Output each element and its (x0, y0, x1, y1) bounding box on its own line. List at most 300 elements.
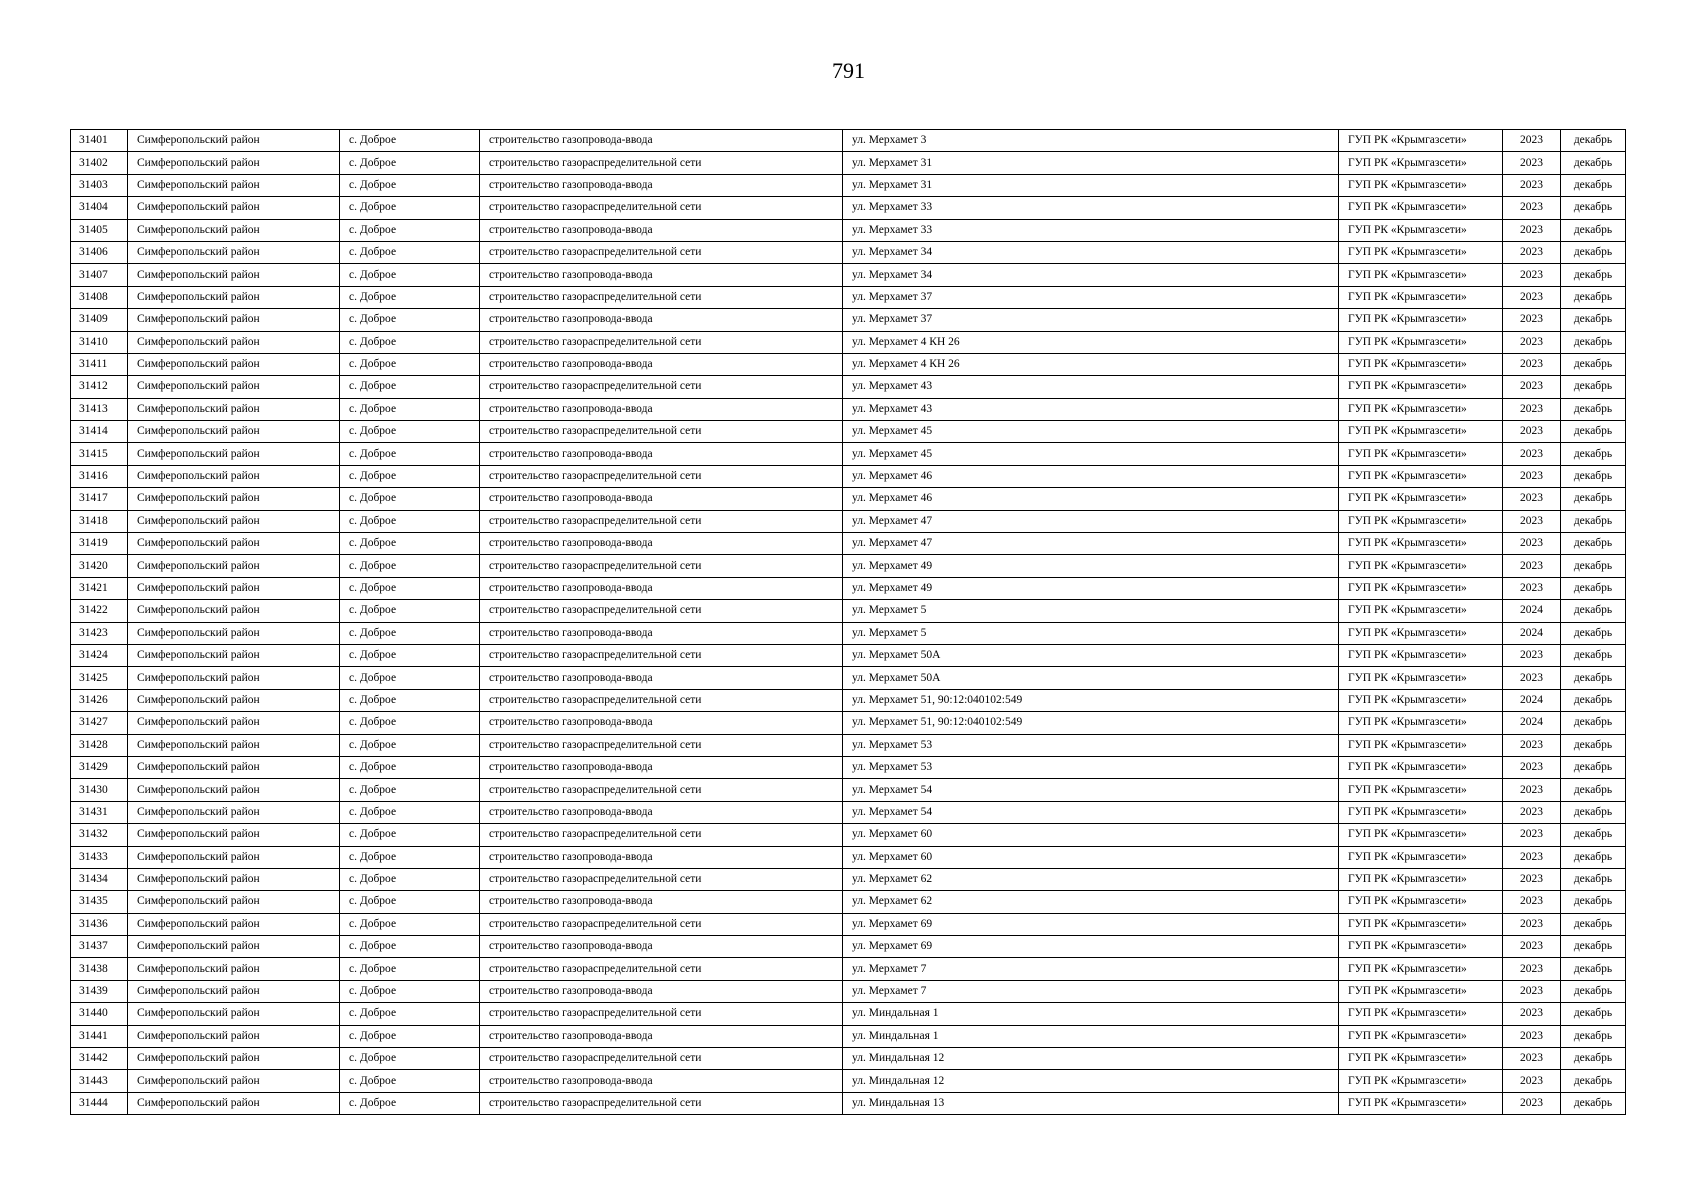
cell-address: ул. Мерхамет 34 (843, 241, 1339, 263)
cell-work-type: строительство газопровода-ввода (480, 1025, 843, 1047)
table-row (71, 622, 1626, 644)
table-row (71, 577, 1626, 599)
cell-address: ул. Мерхамет 7 (843, 958, 1339, 980)
cell-district: Симферопольский район (128, 421, 340, 443)
cell-month: декабрь (1561, 644, 1626, 666)
cell-settlement: с. Доброе (340, 465, 480, 487)
cell-district: Симферопольский район (128, 868, 340, 890)
cell-work-type: строительство газопровода-ввода (480, 891, 843, 913)
cell-organization: ГУП РК «Крымгазсети» (1339, 667, 1503, 689)
cell-year: 2023 (1503, 174, 1561, 196)
cell-address: ул. Мерхамет 49 (843, 555, 1339, 577)
cell-work-type: строительство газопровода-ввода (480, 756, 843, 778)
cell-organization: ГУП РК «Крымгазсети» (1339, 197, 1503, 219)
cell-month: декабрь (1561, 1070, 1626, 1092)
cell-settlement: с. Доброе (340, 555, 480, 577)
cell-row-number: 31413 (71, 398, 128, 420)
cell-address: ул. Мерхамет 33 (843, 197, 1339, 219)
cell-address: ул. Мерхамет 47 (843, 510, 1339, 532)
cell-organization: ГУП РК «Крымгазсети» (1339, 353, 1503, 375)
cell-organization: ГУП РК «Крымгазсети» (1339, 376, 1503, 398)
cell-year: 2023 (1503, 1070, 1561, 1092)
cell-district: Симферопольский район (128, 824, 340, 846)
cell-address: ул. Миндальная 12 (843, 1070, 1339, 1092)
cell-organization: ГУП РК «Крымгазсети» (1339, 1003, 1503, 1025)
registry-body (71, 130, 1626, 1115)
cell-district: Симферопольский район (128, 756, 340, 778)
cell-address: ул. Мерхамет 51, 90:12:040102:549 (843, 689, 1339, 711)
cell-district: Симферопольский район (128, 465, 340, 487)
cell-organization: ГУП РК «Крымгазсети» (1339, 644, 1503, 666)
cell-settlement: с. Доброе (340, 376, 480, 398)
cell-address: ул. Мерхамет 47 (843, 533, 1339, 555)
cell-work-type: строительство газораспределительной сети (480, 1003, 843, 1025)
cell-year: 2023 (1503, 510, 1561, 532)
cell-address: ул. Мерхамет 45 (843, 443, 1339, 465)
cell-work-type: строительство газораспределительной сети (480, 958, 843, 980)
cell-work-type: строительство газопровода-ввода (480, 801, 843, 823)
cell-month: декабрь (1561, 510, 1626, 532)
cell-month: декабрь (1561, 555, 1626, 577)
table-row (71, 936, 1626, 958)
cell-district: Симферопольский район (128, 622, 340, 644)
cell-work-type: строительство газораспределительной сети (480, 510, 843, 532)
cell-row-number: 31434 (71, 868, 128, 890)
cell-row-number: 31407 (71, 264, 128, 286)
cell-settlement: с. Доброе (340, 600, 480, 622)
cell-organization: ГУП РК «Крымгазсети» (1339, 331, 1503, 353)
table-row (71, 331, 1626, 353)
cell-address: ул. Мерхамет 60 (843, 824, 1339, 846)
cell-row-number: 31406 (71, 241, 128, 263)
cell-organization: ГУП РК «Крымгазсети» (1339, 779, 1503, 801)
cell-address: ул. Мерхамет 62 (843, 868, 1339, 890)
cell-year: 2023 (1503, 756, 1561, 778)
cell-work-type: строительство газопровода-ввода (480, 846, 843, 868)
cell-district: Симферопольский район (128, 846, 340, 868)
cell-organization: ГУП РК «Крымгазсети» (1339, 488, 1503, 510)
cell-district: Симферопольский район (128, 510, 340, 532)
cell-settlement: с. Доброе (340, 980, 480, 1002)
cell-row-number: 31441 (71, 1025, 128, 1047)
cell-settlement: с. Доброе (340, 779, 480, 801)
cell-address: ул. Миндальная 1 (843, 1003, 1339, 1025)
cell-district: Симферопольский район (128, 891, 340, 913)
cell-work-type: строительство газораспределительной сети (480, 1048, 843, 1070)
cell-organization: ГУП РК «Крымгазсети» (1339, 756, 1503, 778)
cell-settlement: с. Доброе (340, 824, 480, 846)
cell-year: 2023 (1503, 1092, 1561, 1114)
cell-year: 2023 (1503, 936, 1561, 958)
table-row (71, 398, 1626, 420)
cell-address: ул. Мерхамет 43 (843, 398, 1339, 420)
table-row (71, 376, 1626, 398)
cell-row-number: 31405 (71, 219, 128, 241)
cell-work-type: строительство газопровода-ввода (480, 353, 843, 375)
cell-row-number: 31444 (71, 1092, 128, 1114)
cell-organization: ГУП РК «Крымгазсети» (1339, 286, 1503, 308)
cell-work-type: строительство газораспределительной сети (480, 331, 843, 353)
cell-district: Симферопольский район (128, 152, 340, 174)
cell-district: Симферопольский район (128, 331, 340, 353)
cell-organization: ГУП РК «Крымгазсети» (1339, 980, 1503, 1002)
cell-address: ул. Мерхамет 37 (843, 309, 1339, 331)
cell-year: 2023 (1503, 331, 1561, 353)
cell-work-type: строительство газораспределительной сети (480, 421, 843, 443)
cell-settlement: с. Доброе (340, 577, 480, 599)
cell-row-number: 31404 (71, 197, 128, 219)
cell-address: ул. Мерхамет 53 (843, 756, 1339, 778)
cell-year: 2023 (1503, 241, 1561, 263)
cell-work-type: строительство газораспределительной сети (480, 197, 843, 219)
cell-organization: ГУП РК «Крымгазсети» (1339, 801, 1503, 823)
cell-district: Симферопольский район (128, 376, 340, 398)
cell-year: 2023 (1503, 577, 1561, 599)
cell-year: 2023 (1503, 219, 1561, 241)
cell-address: ул. Мерхамет 43 (843, 376, 1339, 398)
cell-work-type: строительство газораспределительной сети (480, 286, 843, 308)
cell-row-number: 31420 (71, 555, 128, 577)
cell-organization: ГУП РК «Крымгазсети» (1339, 913, 1503, 935)
cell-year: 2023 (1503, 555, 1561, 577)
cell-row-number: 31425 (71, 667, 128, 689)
cell-district: Симферопольский район (128, 1092, 340, 1114)
cell-district: Симферопольский район (128, 801, 340, 823)
cell-row-number: 31429 (71, 756, 128, 778)
cell-year: 2023 (1503, 197, 1561, 219)
cell-year: 2023 (1503, 913, 1561, 935)
table-row (71, 197, 1626, 219)
cell-work-type: строительство газопровода-ввода (480, 533, 843, 555)
table-row (71, 130, 1626, 152)
cell-settlement: с. Доброе (340, 756, 480, 778)
cell-row-number: 31403 (71, 174, 128, 196)
cell-settlement: с. Доброе (340, 219, 480, 241)
cell-organization: ГУП РК «Крымгазсети» (1339, 622, 1503, 644)
cell-settlement: с. Доброе (340, 622, 480, 644)
cell-work-type: строительство газопровода-ввода (480, 936, 843, 958)
cell-settlement: с. Доброе (340, 1092, 480, 1114)
cell-district: Симферопольский район (128, 734, 340, 756)
cell-organization: ГУП РК «Крымгазсети» (1339, 465, 1503, 487)
cell-work-type: строительство газопровода-ввода (480, 219, 843, 241)
cell-district: Симферопольский район (128, 1048, 340, 1070)
cell-row-number: 31416 (71, 465, 128, 487)
table-row (71, 309, 1626, 331)
cell-year: 2023 (1503, 264, 1561, 286)
cell-work-type: строительство газопровода-ввода (480, 622, 843, 644)
cell-address: ул. Мерхамет 51, 90:12:040102:549 (843, 712, 1339, 734)
cell-work-type: строительство газопровода-ввода (480, 130, 843, 152)
cell-work-type: строительство газопровода-ввода (480, 667, 843, 689)
cell-year: 2023 (1503, 152, 1561, 174)
cell-settlement: с. Доброе (340, 1003, 480, 1025)
cell-settlement: с. Доброе (340, 264, 480, 286)
cell-year: 2023 (1503, 1048, 1561, 1070)
cell-organization: ГУП РК «Крымгазсети» (1339, 174, 1503, 196)
cell-row-number: 31410 (71, 331, 128, 353)
cell-settlement: с. Доброе (340, 958, 480, 980)
table-row (71, 219, 1626, 241)
cell-row-number: 31440 (71, 1003, 128, 1025)
cell-year: 2023 (1503, 286, 1561, 308)
cell-month: декабрь (1561, 913, 1626, 935)
cell-month: декабрь (1561, 421, 1626, 443)
cell-month: декабрь (1561, 1092, 1626, 1114)
cell-row-number: 31432 (71, 824, 128, 846)
cell-work-type: строительство газопровода-ввода (480, 398, 843, 420)
cell-address: ул. Мерхамет 37 (843, 286, 1339, 308)
table-row (71, 488, 1626, 510)
cell-address: ул. Мерхамет 31 (843, 174, 1339, 196)
cell-year: 2023 (1503, 846, 1561, 868)
cell-work-type: строительство газопровода-ввода (480, 174, 843, 196)
cell-organization: ГУП РК «Крымгазсети» (1339, 421, 1503, 443)
cell-month: декабрь (1561, 891, 1626, 913)
cell-district: Симферопольский район (128, 309, 340, 331)
cell-organization: ГУП РК «Крымгазсети» (1339, 824, 1503, 846)
table-row (71, 824, 1626, 846)
cell-row-number: 31401 (71, 130, 128, 152)
cell-row-number: 31409 (71, 309, 128, 331)
cell-organization: ГУП РК «Крымгазсети» (1339, 264, 1503, 286)
cell-address: ул. Мерхамет 49 (843, 577, 1339, 599)
cell-work-type: строительство газопровода-ввода (480, 1070, 843, 1092)
cell-month: декабрь (1561, 779, 1626, 801)
cell-address: ул. Мерхамет 45 (843, 421, 1339, 443)
cell-year: 2023 (1503, 958, 1561, 980)
cell-month: декабрь (1561, 801, 1626, 823)
table-row (71, 1070, 1626, 1092)
cell-row-number: 31431 (71, 801, 128, 823)
cell-settlement: с. Доброе (340, 152, 480, 174)
table-row (71, 1025, 1626, 1047)
cell-row-number: 31411 (71, 353, 128, 375)
cell-work-type: строительство газораспределительной сети (480, 689, 843, 711)
cell-month: декабрь (1561, 1048, 1626, 1070)
cell-work-type: строительство газораспределительной сети (480, 152, 843, 174)
cell-work-type: строительство газопровода-ввода (480, 309, 843, 331)
table-row (71, 667, 1626, 689)
cell-work-type: строительство газораспределительной сети (480, 376, 843, 398)
cell-month: декабрь (1561, 712, 1626, 734)
cell-row-number: 31422 (71, 600, 128, 622)
registry-table (70, 129, 1626, 1115)
cell-row-number: 31417 (71, 488, 128, 510)
cell-work-type: строительство газораспределительной сети (480, 824, 843, 846)
cell-work-type: строительство газораспределительной сети (480, 644, 843, 666)
cell-address: ул. Мерхамет 7 (843, 980, 1339, 1002)
cell-district: Симферопольский район (128, 1003, 340, 1025)
cell-address: ул. Мерхамет 60 (843, 846, 1339, 868)
cell-work-type: строительство газораспределительной сети (480, 1092, 843, 1114)
cell-settlement: с. Доброе (340, 1070, 480, 1092)
cell-organization: ГУП РК «Крымгазсети» (1339, 846, 1503, 868)
cell-row-number: 31421 (71, 577, 128, 599)
cell-month: декабрь (1561, 331, 1626, 353)
cell-work-type: строительство газопровода-ввода (480, 443, 843, 465)
cell-settlement: с. Доброе (340, 644, 480, 666)
cell-address: ул. Мерхамет 69 (843, 913, 1339, 935)
cell-month: декабрь (1561, 1025, 1626, 1047)
cell-organization: ГУП РК «Крымгазсети» (1339, 510, 1503, 532)
cell-organization: ГУП РК «Крымгазсети» (1339, 398, 1503, 420)
table-row (71, 465, 1626, 487)
cell-year: 2023 (1503, 465, 1561, 487)
cell-address: ул. Мерхамет 31 (843, 152, 1339, 174)
cell-year: 2023 (1503, 779, 1561, 801)
cell-month: декабрь (1561, 734, 1626, 756)
cell-address: ул. Мерхамет 5 (843, 622, 1339, 644)
table-row (71, 846, 1626, 868)
cell-organization: ГУП РК «Крымгазсети» (1339, 533, 1503, 555)
cell-row-number: 31423 (71, 622, 128, 644)
cell-district: Симферопольский район (128, 1070, 340, 1092)
cell-organization: ГУП РК «Крымгазсети» (1339, 130, 1503, 152)
cell-month: декабрь (1561, 465, 1626, 487)
table-row (71, 689, 1626, 711)
cell-settlement: с. Доброе (340, 936, 480, 958)
cell-address: ул. Мерхамет 53 (843, 734, 1339, 756)
cell-month: декабрь (1561, 376, 1626, 398)
cell-district: Симферопольский район (128, 712, 340, 734)
cell-month: декабрь (1561, 577, 1626, 599)
cell-district: Симферопольский район (128, 779, 340, 801)
table-row (71, 756, 1626, 778)
cell-settlement: с. Доброе (340, 353, 480, 375)
cell-month: декабрь (1561, 353, 1626, 375)
cell-settlement: с. Доброе (340, 241, 480, 263)
cell-row-number: 31418 (71, 510, 128, 532)
table-row (71, 286, 1626, 308)
table-row (71, 510, 1626, 532)
cell-row-number: 31427 (71, 712, 128, 734)
cell-row-number: 31428 (71, 734, 128, 756)
table-row (71, 353, 1626, 375)
cell-month: декабрь (1561, 667, 1626, 689)
cell-month: декабрь (1561, 622, 1626, 644)
table-row (71, 913, 1626, 935)
cell-organization: ГУП РК «Крымгазсети» (1339, 868, 1503, 890)
cell-address: ул. Мерхамет 54 (843, 779, 1339, 801)
cell-work-type: строительство газопровода-ввода (480, 264, 843, 286)
cell-district: Симферопольский район (128, 241, 340, 263)
cell-address: ул. Миндальная 13 (843, 1092, 1339, 1114)
cell-settlement: с. Доброе (340, 891, 480, 913)
table-row (71, 174, 1626, 196)
cell-work-type: строительство газораспределительной сети (480, 868, 843, 890)
cell-organization: ГУП РК «Крымгазсети» (1339, 1070, 1503, 1092)
table-row (71, 152, 1626, 174)
cell-organization: ГУП РК «Крымгазсети» (1339, 936, 1503, 958)
table-row (71, 712, 1626, 734)
cell-month: декабрь (1561, 219, 1626, 241)
cell-address: ул. Мерхамет 50А (843, 644, 1339, 666)
cell-settlement: с. Доброе (340, 130, 480, 152)
cell-month: декабрь (1561, 846, 1626, 868)
cell-settlement: с. Доброе (340, 1025, 480, 1047)
cell-work-type: строительство газораспределительной сети (480, 465, 843, 487)
cell-year: 2023 (1503, 734, 1561, 756)
cell-work-type: строительство газопровода-ввода (480, 488, 843, 510)
cell-work-type: строительство газопровода-ввода (480, 712, 843, 734)
cell-row-number: 31402 (71, 152, 128, 174)
cell-row-number: 31433 (71, 846, 128, 868)
cell-address: ул. Мерхамет 34 (843, 264, 1339, 286)
cell-year: 2023 (1503, 130, 1561, 152)
cell-district: Симферопольский район (128, 286, 340, 308)
table-row (71, 980, 1626, 1002)
cell-month: декабрь (1561, 689, 1626, 711)
cell-district: Симферопольский район (128, 264, 340, 286)
cell-settlement: с. Доброе (340, 443, 480, 465)
cell-row-number: 31435 (71, 891, 128, 913)
cell-month: декабрь (1561, 197, 1626, 219)
cell-organization: ГУП РК «Крымгазсети» (1339, 689, 1503, 711)
cell-month: декабрь (1561, 309, 1626, 331)
table-row (71, 801, 1626, 823)
table-row (71, 1003, 1626, 1025)
cell-month: декабрь (1561, 533, 1626, 555)
cell-year: 2023 (1503, 488, 1561, 510)
cell-work-type: строительство газопровода-ввода (480, 980, 843, 1002)
cell-settlement: с. Доброе (340, 734, 480, 756)
cell-organization: ГУП РК «Крымгазсети» (1339, 1048, 1503, 1070)
cell-year: 2023 (1503, 1003, 1561, 1025)
table-row (71, 533, 1626, 555)
cell-settlement: с. Доброе (340, 510, 480, 532)
cell-organization: ГУП РК «Крымгазсети» (1339, 891, 1503, 913)
cell-month: декабрь (1561, 174, 1626, 196)
cell-work-type: строительство газораспределительной сети (480, 241, 843, 263)
cell-district: Симферопольский район (128, 936, 340, 958)
cell-work-type: строительство газораспределительной сети (480, 779, 843, 801)
cell-organization: ГУП РК «Крымгазсети» (1339, 1092, 1503, 1114)
cell-district: Симферопольский район (128, 219, 340, 241)
cell-month: декабрь (1561, 756, 1626, 778)
cell-settlement: с. Доброе (340, 1048, 480, 1070)
cell-district: Симферопольский район (128, 197, 340, 219)
cell-month: декабрь (1561, 1003, 1626, 1025)
cell-organization: ГУП РК «Крымгазсети» (1339, 309, 1503, 331)
cell-month: декабрь (1561, 398, 1626, 420)
cell-month: декабрь (1561, 241, 1626, 263)
cell-settlement: с. Доброе (340, 712, 480, 734)
cell-row-number: 31436 (71, 913, 128, 935)
cell-month: декабрь (1561, 443, 1626, 465)
cell-district: Симферопольский район (128, 443, 340, 465)
cell-organization: ГУП РК «Крымгазсети» (1339, 555, 1503, 577)
cell-year: 2023 (1503, 353, 1561, 375)
cell-address: ул. Мерхамет 46 (843, 488, 1339, 510)
cell-address: ул. Мерхамет 46 (843, 465, 1339, 487)
cell-organization: ГУП РК «Крымгазсети» (1339, 219, 1503, 241)
cell-organization: ГУП РК «Крымгазсети» (1339, 712, 1503, 734)
cell-address: ул. Мерхамет 33 (843, 219, 1339, 241)
cell-settlement: с. Доброе (340, 309, 480, 331)
cell-district: Симферопольский район (128, 488, 340, 510)
cell-row-number: 31437 (71, 936, 128, 958)
cell-district: Симферопольский район (128, 667, 340, 689)
cell-month: декабрь (1561, 958, 1626, 980)
cell-address: ул. Мерхамет 5 (843, 600, 1339, 622)
cell-month: декабрь (1561, 824, 1626, 846)
cell-settlement: с. Доброе (340, 846, 480, 868)
cell-year: 2023 (1503, 644, 1561, 666)
cell-year: 2024 (1503, 689, 1561, 711)
cell-row-number: 31412 (71, 376, 128, 398)
cell-district: Симферопольский район (128, 398, 340, 420)
